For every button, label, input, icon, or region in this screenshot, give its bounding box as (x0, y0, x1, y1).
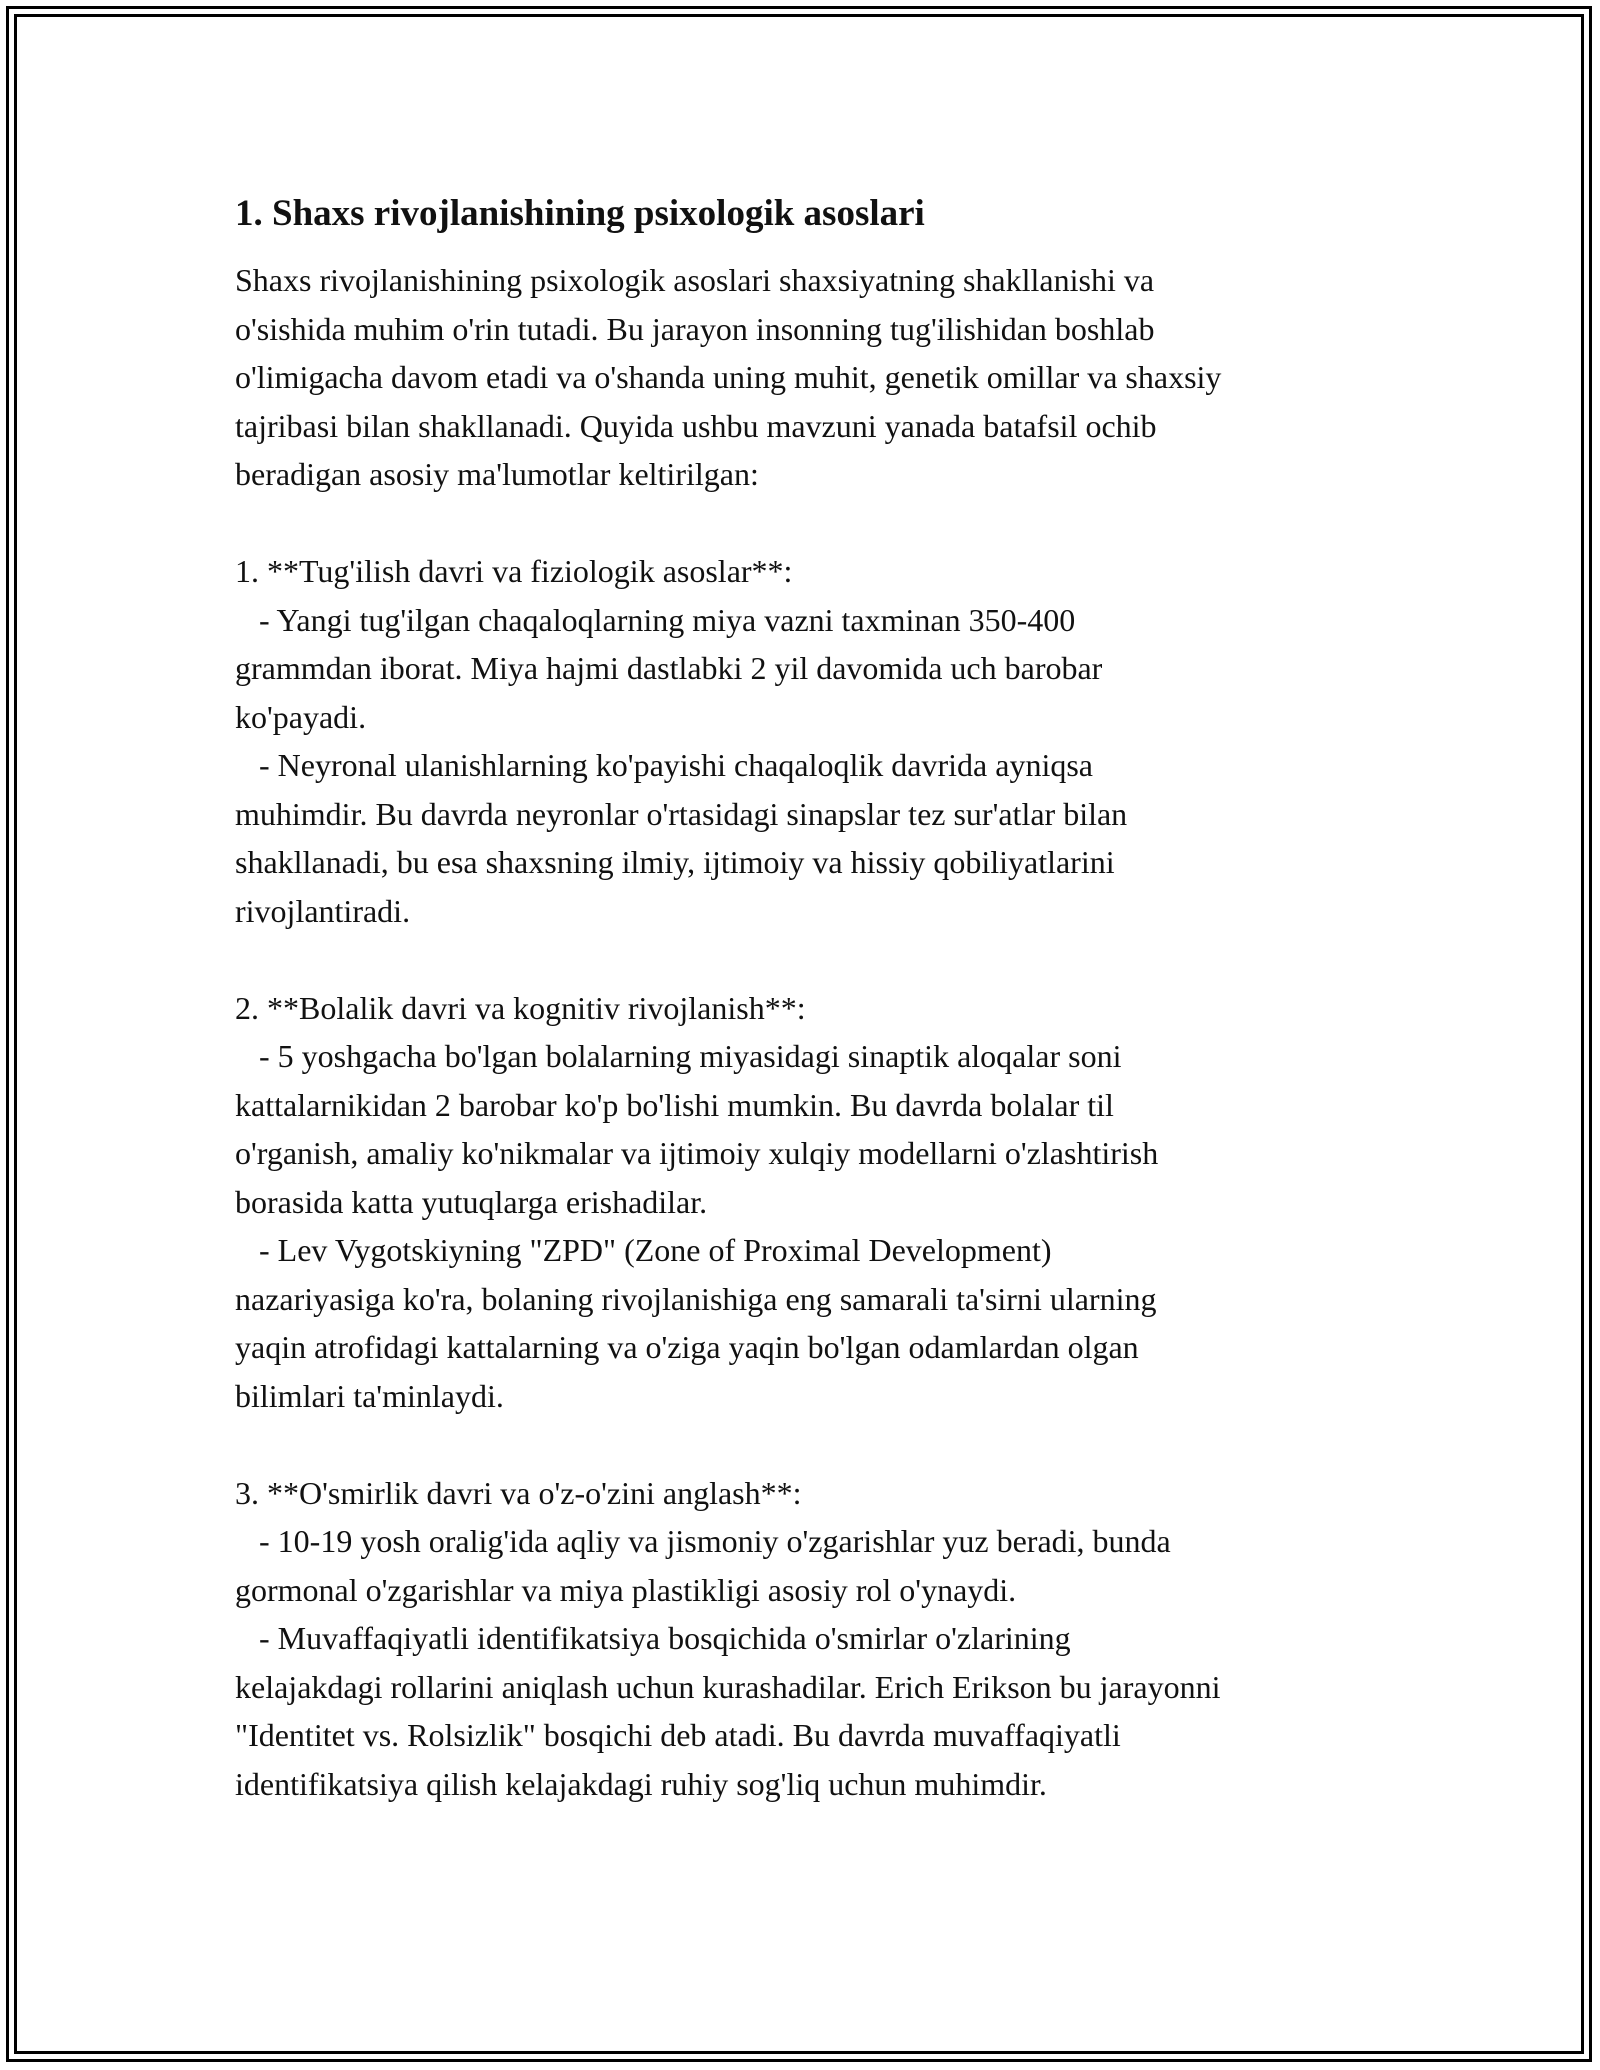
document-title: 1. Shaxs rivojlanishining psixologik asoslari (235, 193, 925, 234)
document-content (235, 186, 1385, 1808)
document-body: Shaxs rivojlanishining psixologik asoslari shaxsiyatning shakllanishi va o'sishida muhim o'rin tutadi. Bu jarayon insonning tug'ilishidan boshlab o'limigacha davom etadi va o'shanda uning muhit, genetik omillar va shaxsiy tajribasi bilan shakllanadi. Quyida ushbu mavzuni yanada batafsil ochib beradigan asosiy ma'lumotlar keltirilgan: 1. **Tug'ilish davri va fiziologik asoslar**: - Yangi tug'ilgan chaqaloqlarning miya vazni taxminan 350-400 grammdan iborat. Miya hajmi dastlabki 2 yil davomida uch barobar ko'payadi. - Neyronal ulanishlarning ko'payishi chaqaloqlik davrida ayniqsa muhimdir. Bu davrda neyronlar o'rtasidagi sinapslar tez sur'atlar bilan shakllanadi, bu esa shaxsning ilmiy, ijtimoiy va hissiy qobiliyatlarini rivojlantiradi. 2. **Bolalik davri va kognitiv rivojlanish**: - 5 yoshgacha bo'lgan bolalarning miyasidagi sinaptik aloqalar soni kattalarnikidan 2 barobar ko'p bo'lishi mumkin. Bu davrda bolalar til o'rganish, amaliy ko'nikmalar va ijtimoiy xulqiy modellarni o'zlashtirish borasida katta yutuqlarga erishadilar. - Lev Vygotskiyning "ZPD" (Zone of Proximal Development) nazariyasiga ko'ra, bolaning rivojlanishiga eng samarali ta'sirni ularning yaqin atrofidagi kattalarning va o'ziga yaqin bo'lgan odamlardan olgan bilimlari ta'minlaydi. 3. **O'smirlik davri va o'z-o'zini anglash**: - 10-19 yosh oralig'ida aqliy va jismoniy o'zgarishlar yuz beradi, bunda gormonal o'zgarishlar va miya plastikligi asosiy rol o'ynaydi. - Muvaffaqiyatli identifikatsiya bosqichida o'smirlar o'zlarining kelajakdagi rollarini aniqlash uchun kurashadilar. Erich Erikson bu jarayonni "Identitet vs. Rolsizlik" bosqichi deb atadi. Bu davrda muvaffaqiyatli identifikatsiya qilish kelajakdagi ruhiy sog'liq uchun muhimdir. (235, 262, 1222, 1802)
